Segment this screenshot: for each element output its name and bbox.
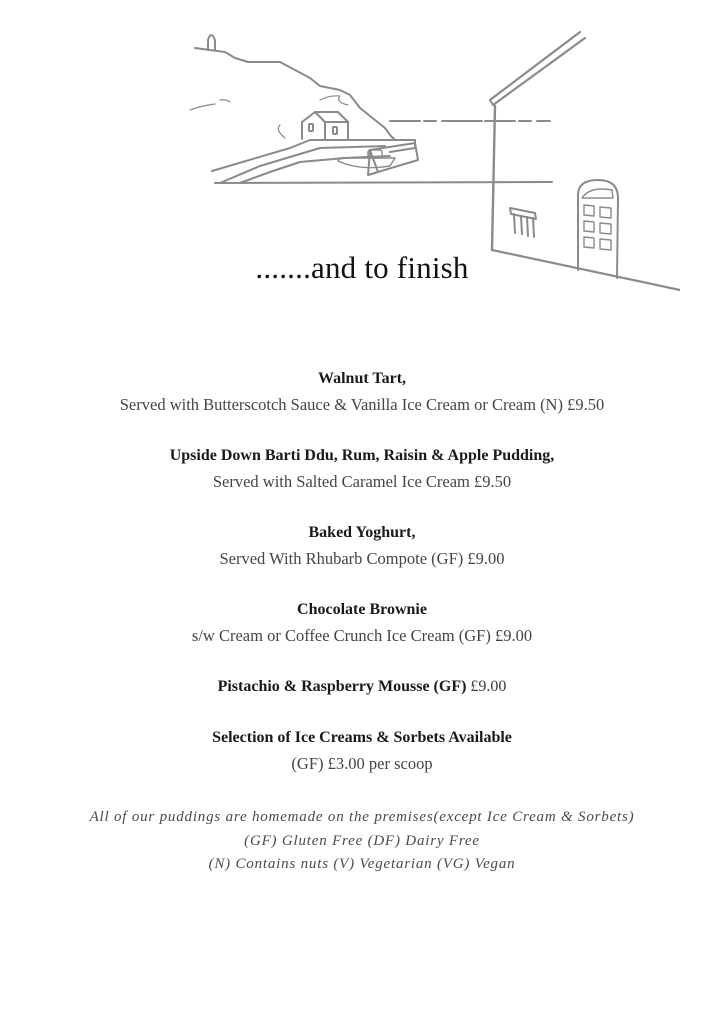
menu-item-name: Baked Yoghurt, [308,524,416,541]
menu-item-description: Served With Rhubarb Compote (GF) £9.00 [219,549,505,568]
dessert-menu [0,366,724,802]
menu-item-name: Walnut Tart, [317,370,407,387]
menu-item-description: (GF) £3.00 per scoop [291,754,433,773]
menu-item [0,366,724,418]
menu-item-description: Served with Salted Caramel Ice Cream £9.50 [212,472,512,491]
menu-item-name: Upside Down Barti Ddu, Rum, Raisin & Apple Pudding, [169,447,555,464]
menu-item [0,597,724,649]
menu-item-name: Pistachio & Raspberry Mousse (GF) [217,678,467,695]
menu-item-name: Chocolate Brownie [297,601,427,618]
menu-item-price: £9.00 [470,678,507,695]
menu-item [0,443,724,495]
homemade-note: All of our puddings are homemade on the premises(except Ice Cream & Sorbets) [89,809,635,825]
menu-item [0,725,724,777]
menu-item-description: Served with Butterscotch Sauce & Vanilla Ice Cream or Cream (N) £9.50 [119,395,605,414]
menu-item-name-with-price [0,674,724,700]
dietary-key-line-1: (GF) Gluten Free (DF) Dairy Free [244,832,480,849]
footnotes [0,806,724,877]
menu-item-name: Selection of Ice Creams & Sorbets Available [212,729,512,746]
menu-item-description: s/w Cream or Coffee Crunch Ice Cream (GF) £9.00 [191,626,533,645]
menu-item [0,520,724,572]
page-title: .......and to finish [255,250,469,285]
dietary-key-line-2: (N) Contains nuts (V) Vegetarian (VG) Vegan [208,856,516,872]
menu-item [0,674,724,700]
